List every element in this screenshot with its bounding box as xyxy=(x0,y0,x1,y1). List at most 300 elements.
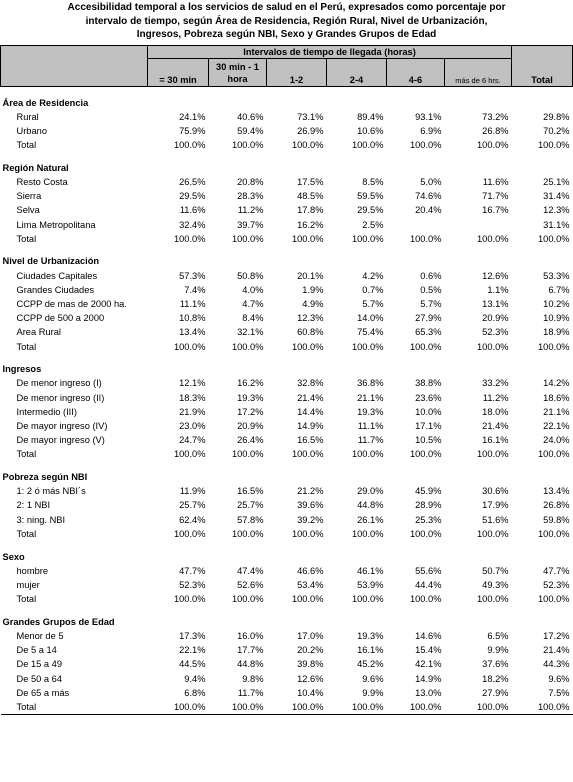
table-cell: 70.2% xyxy=(543,125,570,136)
table-cell: 100.0% xyxy=(537,140,570,151)
table-cell: 17.2% xyxy=(543,630,570,641)
spacer-cell xyxy=(445,541,512,550)
table-cell: 9.4% xyxy=(184,673,206,684)
row-label: De mayor ingreso (IV) xyxy=(16,421,108,432)
section-title: Área de Residencia xyxy=(2,97,89,108)
section-header-row xyxy=(1,362,573,376)
table-row xyxy=(1,138,573,152)
spacer-cell xyxy=(1,354,148,363)
table-row xyxy=(1,419,573,433)
table-cell: 5.7% xyxy=(420,299,442,310)
spacer-cell xyxy=(512,354,573,363)
table-row xyxy=(1,433,573,447)
spacer-cell xyxy=(148,246,209,255)
table-cell: 11.1% xyxy=(357,421,384,432)
table-cell: 100.0% xyxy=(351,140,384,151)
table-cell: 12.3% xyxy=(543,205,570,216)
table-cell: 9.9% xyxy=(362,687,384,698)
table-cell: 44.4% xyxy=(415,579,442,590)
table-cell: 100.0% xyxy=(409,341,442,352)
table-cell: 60.8% xyxy=(297,327,324,338)
table-cell: 47.4% xyxy=(237,565,264,576)
spacer-cell xyxy=(1,606,148,615)
table-cell: 100.0% xyxy=(173,594,206,605)
table-row xyxy=(1,671,573,685)
table-cell: 14.2% xyxy=(543,378,570,389)
table-row xyxy=(1,700,573,715)
spacer-cell xyxy=(267,606,327,615)
table-cell: 30.6% xyxy=(482,486,509,497)
table-cell: 100.0% xyxy=(537,594,570,605)
table-cell: 16.2% xyxy=(237,378,264,389)
table-cell: 52.3% xyxy=(543,579,570,590)
table-cell: 17.7% xyxy=(237,645,264,656)
row-label: 1: 2 ó más NBI´s xyxy=(16,486,86,497)
spacer-cell xyxy=(148,606,209,615)
section-header-row xyxy=(1,549,573,563)
table-cell: 14.9% xyxy=(415,673,442,684)
table-cell: 47.7% xyxy=(179,565,206,576)
table-cell: 100.0% xyxy=(409,233,442,244)
table-cell: 100.0% xyxy=(291,594,324,605)
table-cell: 71.7% xyxy=(482,191,509,202)
table-cell: 25.7% xyxy=(237,500,264,511)
header-col: más de 6 hrs. xyxy=(445,59,512,87)
table-cell: 11.1% xyxy=(179,299,206,310)
spacer-cell xyxy=(512,87,573,96)
spacer-row xyxy=(1,152,573,161)
header-col: 30 min - 1 hora xyxy=(209,59,267,87)
spacer-cell xyxy=(445,354,512,363)
table-cell: 53.9% xyxy=(357,579,384,590)
table-cell: 55.6% xyxy=(415,565,442,576)
title-line: Ingresos, Pobreza según NBI, Sexo y Grandes Grupos de Edad xyxy=(136,29,437,40)
table-cell: 14.6% xyxy=(415,630,442,641)
spacer-row xyxy=(1,354,573,363)
table-cell: 18.6% xyxy=(543,392,570,403)
spacer-cell xyxy=(148,462,209,471)
spacer-cell xyxy=(387,541,445,550)
spacer-cell xyxy=(1,152,148,161)
table-cell: 0.7% xyxy=(362,284,384,295)
table-row xyxy=(1,311,573,325)
table-cell: 100.0% xyxy=(231,449,264,460)
table-cell: 100.0% xyxy=(409,528,442,539)
table-row xyxy=(1,297,573,311)
title-line: Accesibilidad temporal a los servicios de salud en el Perú, expresados como porcentaje por xyxy=(67,2,506,13)
section-header-row xyxy=(1,161,573,175)
table-cell: 11.7% xyxy=(357,435,384,446)
row-label: Rural xyxy=(16,111,39,122)
table-cell: 10.2% xyxy=(543,299,570,310)
table-cell: 100.0% xyxy=(476,233,509,244)
table-cell: 16.5% xyxy=(237,486,264,497)
row-label: De menor ingreso (II) xyxy=(16,392,105,403)
table-cell: 9.6% xyxy=(548,673,570,684)
table-cell: 100.0% xyxy=(476,449,509,460)
table-cell: 17.3% xyxy=(179,630,206,641)
table-cell: 100.0% xyxy=(173,528,206,539)
table-cell: 51.6% xyxy=(482,514,509,525)
row-label: De 5 a 14 xyxy=(16,645,57,656)
table-cell: 29.5% xyxy=(179,191,206,202)
table-cell: 6.9% xyxy=(420,125,442,136)
table-cell: 100.0% xyxy=(476,140,509,151)
table-cell: 59.4% xyxy=(237,125,264,136)
table-cell: 100.0% xyxy=(231,140,264,151)
table-cell: 100.0% xyxy=(351,528,384,539)
table-cell: 23.6% xyxy=(415,392,442,403)
row-label: 2: 1 NBI xyxy=(16,500,51,511)
spacer-row xyxy=(1,541,573,550)
spacer-row xyxy=(1,87,573,96)
spacer-cell xyxy=(209,354,267,363)
spacer-cell xyxy=(148,541,209,550)
table-cell: 89.4% xyxy=(357,111,384,122)
table-row xyxy=(1,447,573,461)
header-col: 4-6 xyxy=(387,59,445,87)
section-header-row xyxy=(1,254,573,268)
table-cell: 27.9% xyxy=(482,687,509,698)
section-title: Pobreza según NBI xyxy=(2,472,88,483)
row-label: De 15 a 49 xyxy=(16,659,62,670)
table-cell: 0.5% xyxy=(420,284,442,295)
spacer-cell xyxy=(445,606,512,615)
table-cell: 45.2% xyxy=(357,659,384,670)
spacer-cell xyxy=(512,152,573,161)
spacer-cell xyxy=(148,87,209,96)
table-row xyxy=(1,340,573,354)
spacer-cell xyxy=(148,354,209,363)
row-label: De menor ingreso (I) xyxy=(16,378,102,389)
table-row xyxy=(1,405,573,419)
table-cell: 12.3% xyxy=(297,313,324,324)
spacer-cell xyxy=(1,462,148,471)
table-cell: 10.0% xyxy=(415,406,442,417)
spacer-cell xyxy=(267,541,327,550)
row-label: Urbano xyxy=(16,125,47,136)
table-cell: 8.4% xyxy=(242,313,264,324)
table-cell: 38.8% xyxy=(415,378,442,389)
table-cell: 100.0% xyxy=(351,341,384,352)
header-col: 2-4 xyxy=(327,59,387,87)
table-cell: 17.0% xyxy=(297,630,324,641)
table-cell: 47.7% xyxy=(543,565,570,576)
spacer-cell xyxy=(387,87,445,96)
table-cell: 24.7% xyxy=(179,435,206,446)
table-cell: 21.4% xyxy=(297,392,324,403)
table-cell: 100.0% xyxy=(351,233,384,244)
table-row xyxy=(1,110,573,124)
row-label: Menor de 5 xyxy=(16,630,64,641)
table-cell: 28.3% xyxy=(237,191,264,202)
table-cell: 52.3% xyxy=(482,327,509,338)
table-row xyxy=(1,527,573,541)
table-cell: 13.4% xyxy=(543,486,570,497)
table-cell: 100.0% xyxy=(231,341,264,352)
table-cell: 100.0% xyxy=(351,449,384,460)
table-cell: 32.1% xyxy=(237,327,264,338)
row-label: mujer xyxy=(16,579,40,590)
table-cell: 11.7% xyxy=(237,687,264,698)
row-label: Ciudades Capitales xyxy=(16,270,98,281)
table-cell: 57.8% xyxy=(237,514,264,525)
row-label: 3: ning. NBI xyxy=(16,514,66,525)
spacer-cell xyxy=(445,87,512,96)
table-cell: 27.9% xyxy=(415,313,442,324)
table-cell: 21.2% xyxy=(297,486,324,497)
table-cell: 100.0% xyxy=(291,233,324,244)
table-cell: 24.0% xyxy=(543,435,570,446)
table-row xyxy=(1,325,573,339)
table-cell: 11.6% xyxy=(482,177,509,188)
row-label: Grandes Ciudades xyxy=(16,284,95,295)
table-cell: 7.5% xyxy=(548,687,570,698)
table-cell: 100.0% xyxy=(327,700,387,715)
header-col: = 30 min xyxy=(148,59,209,87)
table-cell: 26.4% xyxy=(237,435,264,446)
table-cell: 29.0% xyxy=(357,486,384,497)
table-cell: 5.7% xyxy=(362,299,384,310)
table-cell: 17.9% xyxy=(482,500,509,511)
table-cell: 100.0% xyxy=(291,528,324,539)
table-cell: 10.5% xyxy=(415,435,442,446)
table-cell: 17.1% xyxy=(415,421,442,432)
table-cell: 44.8% xyxy=(237,659,264,670)
table-cell: 19.3% xyxy=(237,392,264,403)
table-cell: 22.1% xyxy=(543,421,570,432)
row-label: CCPP de mas de 2000 ha. xyxy=(16,299,127,310)
spacer-row xyxy=(1,462,573,471)
table-cell: 11.6% xyxy=(179,205,206,216)
section-title: Grandes Grupos de Edad xyxy=(2,616,115,627)
table-cell: 11.9% xyxy=(179,486,206,497)
table-row xyxy=(1,376,573,390)
table-cell: 73.2% xyxy=(482,111,509,122)
table-cell: 100.0% xyxy=(445,700,512,715)
table-cell: 31.1% xyxy=(543,219,570,230)
row-label: hombre xyxy=(16,565,49,576)
table-cell: 9.6% xyxy=(362,673,384,684)
table-cell: 12.6% xyxy=(297,673,324,684)
table-cell: 46.1% xyxy=(357,565,384,576)
table-cell: 18.3% xyxy=(179,392,206,403)
spacer-cell xyxy=(445,246,512,255)
spacer-cell xyxy=(209,152,267,161)
table-cell: 0.6% xyxy=(420,270,442,281)
table-cell: 18.9% xyxy=(543,327,570,338)
row-label: De 50 a 64 xyxy=(16,673,62,684)
table-cell: 53.4% xyxy=(297,579,324,590)
table-cell: 39.2% xyxy=(297,514,324,525)
table-cell: 100.0% xyxy=(409,140,442,151)
table-cell: 21.4% xyxy=(482,421,509,432)
table-cell: 37.6% xyxy=(482,659,509,670)
table-row xyxy=(1,283,573,297)
table-cell: 59.5% xyxy=(357,191,384,202)
table-cell: 9.9% xyxy=(487,645,509,656)
table-cell: 40.6% xyxy=(237,111,264,122)
table-row xyxy=(1,189,573,203)
spacer-cell xyxy=(267,152,327,161)
table-cell: 100.0% xyxy=(537,449,570,460)
table-cell: 100.0% xyxy=(476,341,509,352)
spacer-cell xyxy=(327,87,387,96)
table-cell: 100.0% xyxy=(173,449,206,460)
table-cell: 39.7% xyxy=(237,219,264,230)
table-cell: 100.0% xyxy=(291,341,324,352)
table-cell: 100.0% xyxy=(209,700,267,715)
table-cell: 11.2% xyxy=(237,205,264,216)
table-cell: 32.4% xyxy=(179,219,206,230)
table-cell: 100.0% xyxy=(231,594,264,605)
table-cell: 13.4% xyxy=(179,327,206,338)
table-cell: 26.1% xyxy=(357,514,384,525)
table-cell: 2.5% xyxy=(362,219,384,230)
header-col: 1-2 xyxy=(267,59,327,87)
spacer-cell xyxy=(1,246,148,255)
table-title xyxy=(0,0,573,45)
row-label: De 65 a más xyxy=(16,687,70,698)
spacer-cell xyxy=(512,246,573,255)
table-cell: 100.0% xyxy=(291,140,324,151)
table-cell: 10.4% xyxy=(297,687,324,698)
table-cell: 10.9% xyxy=(543,313,570,324)
table-cell: 20.9% xyxy=(482,313,509,324)
row-label: Selva xyxy=(16,205,40,216)
table-cell: 21.9% xyxy=(179,406,206,417)
table-cell: 10.8% xyxy=(179,313,206,324)
table-cell: 20.9% xyxy=(237,421,264,432)
table-cell: 20.8% xyxy=(237,177,264,188)
table-cell: 32.8% xyxy=(297,378,324,389)
spacer-cell xyxy=(327,246,387,255)
spacer-cell xyxy=(209,246,267,255)
table-row xyxy=(1,686,573,700)
table-cell: 21.4% xyxy=(543,645,570,656)
table-cell: 39.6% xyxy=(297,500,324,511)
section-title: Sexo xyxy=(2,551,25,562)
table-cell: 75.9% xyxy=(179,125,206,136)
table-cell: 100.0% xyxy=(231,233,264,244)
table-cell: 8.5% xyxy=(362,177,384,188)
table-row xyxy=(1,203,573,217)
table-cell: 46.6% xyxy=(297,565,324,576)
spacer-cell xyxy=(209,462,267,471)
table-cell: 17.8% xyxy=(297,205,324,216)
table-row xyxy=(1,629,573,643)
table-cell: 16.1% xyxy=(482,435,509,446)
table-row xyxy=(1,564,573,578)
section-header-row xyxy=(1,615,573,629)
table-row xyxy=(1,484,573,498)
table-cell: 52.3% xyxy=(179,579,206,590)
spacer-cell xyxy=(209,87,267,96)
table-row xyxy=(1,498,573,512)
spacer-cell xyxy=(327,541,387,550)
section-header-row xyxy=(1,96,573,110)
table-cell: 13.0% xyxy=(415,687,442,698)
row-label: Total xyxy=(16,528,37,539)
table-cell: 44.8% xyxy=(357,500,384,511)
table-row xyxy=(1,643,573,657)
table-cell: 6.5% xyxy=(487,630,509,641)
table-cell: 100.0% xyxy=(291,449,324,460)
row-label: Sierra xyxy=(16,191,42,202)
spacer-cell xyxy=(1,541,148,550)
spacer-cell xyxy=(327,462,387,471)
table-cell: 26.8% xyxy=(482,125,509,136)
table-row xyxy=(1,269,573,283)
table-cell xyxy=(445,218,512,232)
spacer-cell xyxy=(387,152,445,161)
spacer-cell xyxy=(209,541,267,550)
section-title: Ingresos xyxy=(2,364,42,375)
table-cell: 31.4% xyxy=(543,191,570,202)
table-cell: 100.0% xyxy=(409,449,442,460)
table-cell: 93.1% xyxy=(415,111,442,122)
table-cell: 21.1% xyxy=(357,392,384,403)
table-cell: 4.9% xyxy=(302,299,324,310)
table-cell: 20.4% xyxy=(415,205,442,216)
table-row xyxy=(1,592,573,606)
spacer-cell xyxy=(1,87,148,96)
spacer-cell xyxy=(512,541,573,550)
table-cell: 12.6% xyxy=(482,270,509,281)
table-cell: 100.0% xyxy=(173,233,206,244)
spacer-cell xyxy=(148,152,209,161)
table-cell: 14.0% xyxy=(357,313,384,324)
table-cell: 100.0% xyxy=(409,594,442,605)
row-label: Total xyxy=(16,594,37,605)
spacer-cell xyxy=(512,462,573,471)
table-cell: 4.7% xyxy=(242,299,264,310)
table-cell: 13.1% xyxy=(482,299,509,310)
table-cell: 29.5% xyxy=(357,205,384,216)
table-cell: 19.3% xyxy=(357,630,384,641)
table-cell: 25.1% xyxy=(543,177,570,188)
table-cell: 20.1% xyxy=(297,270,324,281)
table-cell: 100.0% xyxy=(387,700,445,715)
table-cell: 100.0% xyxy=(173,140,206,151)
table-cell: 100.0% xyxy=(537,528,570,539)
table-cell: 26.9% xyxy=(297,125,324,136)
spacer-cell xyxy=(387,462,445,471)
table-body xyxy=(1,46,573,715)
table-cell: 100.0% xyxy=(351,594,384,605)
table-cell: 44.5% xyxy=(179,659,206,670)
table-cell: 59.8% xyxy=(543,514,570,525)
table-cell: 36.8% xyxy=(357,378,384,389)
section-title: Nivel de Urbanización xyxy=(2,256,100,267)
table-cell: 100.0% xyxy=(476,594,509,605)
table-cell: 17.5% xyxy=(297,177,324,188)
row-label: De mayor ingreso (V) xyxy=(16,435,105,446)
table-row xyxy=(1,175,573,189)
table-cell: 75.4% xyxy=(357,327,384,338)
table-cell: 73.1% xyxy=(297,111,324,122)
table-cell: 12.1% xyxy=(179,378,206,389)
table-row xyxy=(1,391,573,405)
table-cell: 9.8% xyxy=(242,673,264,684)
spacer-cell xyxy=(209,606,267,615)
table-cell: 1.9% xyxy=(302,284,324,295)
table-cell: 25.3% xyxy=(415,514,442,525)
row-label: CCPP de 500 a 2000 xyxy=(16,313,105,324)
table-cell: 29.8% xyxy=(543,111,570,122)
table-cell: 42.1% xyxy=(415,659,442,670)
table-cell: 100.0% xyxy=(231,528,264,539)
